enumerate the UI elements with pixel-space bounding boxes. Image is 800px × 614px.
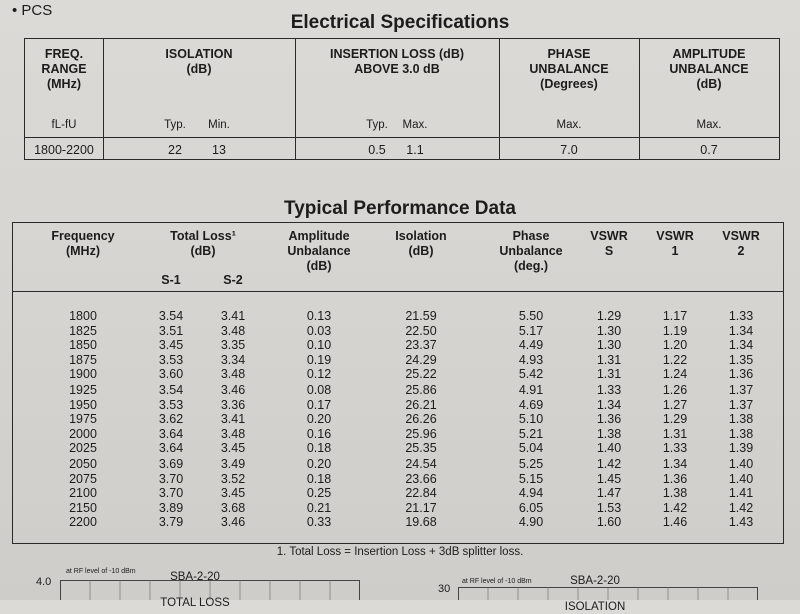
perf-cell-frequency: 2100 [69, 486, 97, 500]
perf-cell-amplitude: 0.25 [306, 486, 332, 500]
perf-cell-vswr-2: 1.34 [728, 323, 754, 338]
perf-cell-vswr-1: 1.22 [662, 352, 688, 367]
perf-cell-phase: 4.93 [518, 352, 544, 367]
elec-freq-value: 1800-2200 [34, 143, 94, 157]
perf-cell-vswr-s: 1.53 [596, 500, 622, 515]
perf-cell-amplitude: 0.18 [306, 441, 332, 455]
perf-cell-frequency: 2200 [69, 515, 97, 529]
perf-cell-vswr-s: 1.45 [596, 471, 622, 486]
perf-cell-vswr-1: 1.31 [662, 426, 688, 441]
left-chart-ytick: 4.0 [36, 576, 52, 588]
perf-cell-phase: 4.69 [518, 397, 544, 412]
perf-header-frequency: Frequency (MHz) [51, 229, 115, 258]
perf-cell-loss-s1: 3.64 [158, 426, 184, 441]
perf-cell-amplitude: 0.12 [306, 367, 332, 381]
perf-cell-vswr-2: 1.40 [728, 457, 754, 471]
perf-cell-frequency: 1950 [69, 397, 97, 412]
perf-cell-loss-s2: 3.68 [220, 500, 246, 515]
perf-cell-frequency: 2150 [69, 500, 97, 515]
elec-header-insertion-loss: INSERTION LOSS (dB) ABOVE 3.0 dB [329, 47, 465, 76]
perf-cell-isolation: 23.66 [405, 471, 437, 486]
perf-cell-vswr-1: 1.29 [662, 412, 688, 426]
perf-cell-frequency: 2025 [69, 441, 97, 455]
perf-cell-phase: 4.90 [518, 515, 544, 529]
elec-il-max-value: 1.1 [406, 143, 424, 157]
right-chart-name: ISOLATION [564, 601, 626, 613]
perf-cell-loss-s2: 3.48 [220, 426, 246, 441]
right-chart-model: SBA-2-20 [570, 575, 620, 587]
perf-cell-vswr-1: 1.33 [662, 441, 688, 455]
perf-cell-vswr-s: 1.30 [596, 323, 622, 338]
performance-data-table [12, 222, 784, 544]
perf-cell-vswr-2: 1.38 [728, 412, 754, 426]
total-loss-footnote: 1. Total Loss = Insertion Loss + 3dB splitter loss. [276, 546, 524, 558]
perf-cell-vswr-1: 1.19 [662, 323, 688, 338]
elec-header-freq: FREQ. RANGE (MHz) [41, 47, 87, 91]
perf-cell-frequency: 1925 [69, 383, 97, 397]
perf-cell-phase: 4.91 [518, 383, 544, 397]
perf-cell-phase: 5.10 [518, 412, 544, 426]
perf-cell-isolation: 21.59 [405, 309, 437, 323]
perf-cell-loss-s2: 3.46 [220, 515, 246, 529]
perf-cell-loss-s1: 3.54 [158, 383, 184, 397]
perf-cell-amplitude: 0.10 [306, 338, 332, 352]
perf-cell-loss-s2: 3.52 [220, 471, 246, 486]
perf-cell-amplitude: 0.03 [306, 323, 332, 338]
perf-cell-vswr-s: 1.38 [596, 426, 622, 441]
perf-cell-loss-s1: 3.69 [158, 457, 184, 471]
perf-cell-isolation: 22.50 [405, 323, 437, 338]
left-chart-grid [60, 580, 360, 600]
perf-cell-loss-s2: 3.41 [220, 309, 246, 323]
perf-cell-vswr-2: 1.37 [728, 383, 754, 397]
perf-header-vswr-2: VSWR 2 [722, 229, 760, 258]
perf-cell-loss-s2: 3.34 [220, 352, 246, 367]
perf-cell-phase: 5.17 [518, 323, 544, 338]
elec-iso-typ-value: 22 [168, 143, 182, 157]
perf-cell-vswr-2: 1.38 [728, 426, 754, 441]
perf-cell-phase: 5.42 [518, 367, 544, 381]
perf-cell-vswr-2: 1.35 [728, 352, 754, 367]
perf-header-isolation: Isolation (dB) [395, 229, 447, 258]
elec-header-amplitude: AMPLITUDE UNBALANCE (dB) [669, 47, 749, 91]
perf-cell-isolation: 26.21 [405, 397, 437, 412]
perf-cell-frequency: 2050 [69, 457, 97, 471]
perf-cell-amplitude: 0.21 [306, 500, 332, 515]
perf-cell-loss-s2: 3.41 [220, 412, 246, 426]
perf-cell-loss-s1: 3.60 [158, 367, 184, 381]
perf-cell-loss-s2: 3.48 [220, 367, 246, 381]
perf-cell-vswr-s: 1.33 [596, 383, 622, 397]
perf-cell-vswr-s: 1.29 [596, 309, 622, 323]
perf-cell-loss-s1: 3.45 [158, 338, 184, 352]
perf-cell-phase: 4.94 [518, 486, 544, 500]
perf-cell-vswr-s: 1.31 [596, 352, 622, 367]
perf-cell-isolation: 24.54 [405, 457, 437, 471]
elec-sub-freq: fL-fU [51, 119, 77, 131]
right-chart-grid [458, 587, 758, 600]
perf-cell-amplitude: 0.20 [306, 457, 332, 471]
perf-cell-loss-s1: 3.62 [158, 412, 184, 426]
perf-cell-phase: 5.21 [518, 426, 544, 441]
perf-cell-frequency: 1850 [69, 338, 97, 352]
perf-cell-isolation: 19.68 [405, 515, 437, 529]
perf-cell-vswr-2: 1.43 [728, 515, 754, 529]
perf-cell-loss-s1: 3.70 [158, 471, 184, 486]
perf-cell-isolation: 22.84 [405, 486, 437, 500]
perf-cell-phase: 5.25 [518, 457, 544, 471]
perf-cell-isolation: 21.17 [405, 500, 437, 515]
perf-cell-isolation: 26.26 [405, 412, 437, 426]
perf-sub-s1: S-1 [161, 273, 181, 287]
perf-cell-phase: 6.05 [518, 500, 544, 515]
perf-cell-vswr-s: 1.40 [596, 441, 622, 455]
elec-amp-value: 0.7 [700, 143, 718, 157]
perf-cell-phase: 5.15 [518, 471, 544, 486]
perf-cell-amplitude: 0.19 [306, 352, 332, 367]
section-label: • PCS [12, 2, 53, 19]
perf-cell-frequency: 2000 [69, 426, 97, 441]
perf-cell-vswr-1: 1.46 [662, 515, 688, 529]
perf-cell-loss-s2: 3.49 [220, 457, 246, 471]
perf-cell-vswr-2: 1.34 [728, 338, 754, 352]
perf-cell-vswr-1: 1.24 [662, 367, 688, 381]
perf-cell-vswr-s: 1.36 [596, 412, 622, 426]
perf-cell-vswr-2: 1.39 [728, 441, 754, 455]
perf-cell-vswr-1: 1.38 [662, 486, 688, 500]
perf-cell-loss-s1: 3.89 [158, 500, 184, 515]
perf-cell-isolation: 25.86 [405, 383, 437, 397]
perf-cell-vswr-1: 1.34 [662, 457, 688, 471]
right-chart-note: at RF level of -10 dBm [462, 578, 532, 585]
perf-cell-isolation: 24.29 [405, 352, 437, 367]
left-chart-name: TOTAL LOSS [160, 597, 230, 609]
perf-cell-isolation: 23.37 [405, 338, 437, 352]
perf-cell-phase: 4.49 [518, 338, 544, 352]
perf-cell-loss-s1: 3.79 [158, 515, 184, 529]
perf-cell-loss-s2: 3.35 [220, 338, 246, 352]
perf-cell-vswr-1: 1.26 [662, 383, 688, 397]
perf-cell-vswr-s: 1.34 [596, 397, 622, 412]
perf-cell-loss-s1: 3.70 [158, 486, 184, 500]
elec-phase-value: 7.0 [560, 143, 578, 157]
perf-cell-isolation: 25.22 [405, 367, 437, 381]
right-chart-ytick: 30 [438, 583, 451, 595]
perf-cell-vswr-s: 1.42 [596, 457, 622, 471]
perf-header-vswr-1: VSWR 1 [656, 229, 694, 258]
elec-sub-iso-min: Min. [208, 119, 230, 131]
perf-cell-frequency: 1975 [69, 412, 97, 426]
perf-cell-phase: 5.50 [518, 309, 544, 323]
perf-cell-isolation: 25.35 [405, 441, 437, 455]
perf-cell-amplitude: 0.13 [306, 309, 332, 323]
perf-cell-loss-s1: 3.54 [158, 309, 184, 323]
perf-header-vswr-s: VSWR S [590, 229, 628, 258]
perf-cell-vswr-1: 1.42 [662, 500, 688, 515]
left-chart-model: SBA-2-20 [170, 571, 220, 583]
perf-sub-s2: S-2 [223, 273, 243, 287]
perf-header-total-loss: Total Loss¹ (dB) [170, 229, 236, 258]
perf-cell-amplitude: 0.20 [306, 412, 332, 426]
perf-cell-frequency: 1800 [69, 309, 97, 323]
elec-il-typ-value: 0.5 [368, 143, 386, 157]
perf-cell-frequency: 1875 [69, 352, 97, 367]
electrical-specs-table [24, 38, 780, 160]
perf-cell-amplitude: 0.16 [306, 426, 332, 441]
perf-cell-loss-s2: 3.45 [220, 486, 246, 500]
perf-cell-amplitude: 0.17 [306, 397, 332, 412]
perf-cell-frequency: 1825 [69, 323, 97, 338]
perf-cell-loss-s2: 3.45 [220, 441, 246, 455]
perf-cell-vswr-s: 1.30 [596, 338, 622, 352]
performance-data-title: Typical Performance Data [284, 198, 516, 219]
perf-cell-frequency: 1900 [69, 367, 97, 381]
perf-cell-loss-s1: 3.51 [158, 323, 184, 338]
perf-cell-vswr-2: 1.42 [728, 500, 754, 515]
perf-cell-vswr-2: 1.41 [728, 486, 754, 500]
elec-header-isolation: ISOLATION (dB) [165, 47, 233, 76]
perf-cell-amplitude: 0.08 [306, 383, 332, 397]
perf-cell-amplitude: 0.33 [306, 515, 332, 529]
electrical-specs-title: Electrical Specifications [290, 12, 510, 33]
perf-cell-vswr-1: 1.27 [662, 397, 688, 412]
perf-cell-phase: 5.04 [518, 441, 544, 455]
elec-sub-il-max: Max. [402, 119, 428, 131]
perf-cell-loss-s2: 3.36 [220, 397, 246, 412]
perf-cell-loss-s2: 3.48 [220, 323, 246, 338]
perf-cell-vswr-1: 1.36 [662, 471, 688, 486]
perf-cell-amplitude: 0.18 [306, 471, 332, 486]
elec-iso-min-value: 13 [212, 143, 226, 157]
perf-cell-frequency: 2075 [69, 471, 97, 486]
perf-cell-loss-s1: 3.53 [158, 352, 184, 367]
perf-cell-vswr-s: 1.31 [596, 367, 622, 381]
perf-cell-vswr-2: 1.36 [728, 367, 754, 381]
perf-cell-vswr-2: 1.37 [728, 397, 754, 412]
perf-cell-vswr-s: 1.60 [596, 515, 622, 529]
perf-cell-vswr-1: 1.20 [662, 338, 688, 352]
elec-sub-iso-typ: Typ. [164, 119, 186, 131]
perf-cell-loss-s1: 3.64 [158, 441, 184, 455]
perf-header-amplitude: Amplitude Unbalance (dB) [287, 229, 351, 273]
elec-sub-phase-max: Max. [556, 119, 582, 131]
perf-cell-isolation: 25.96 [405, 426, 437, 441]
perf-cell-vswr-s: 1.47 [596, 486, 622, 500]
elec-header-phase: PHASE UNBALANCE (Degrees) [529, 47, 609, 91]
left-chart-note: at RF level of -10 dBm [66, 568, 136, 575]
perf-cell-vswr-1: 1.17 [662, 309, 688, 323]
elec-sub-il-typ: Typ. [366, 119, 388, 131]
perf-cell-vswr-2: 1.33 [728, 309, 754, 323]
perf-header-phase: Phase Unbalance (deg.) [499, 229, 563, 273]
elec-sub-amp-max: Max. [696, 119, 722, 131]
perf-cell-loss-s1: 3.53 [158, 397, 184, 412]
perf-cell-loss-s2: 3.46 [220, 383, 246, 397]
perf-cell-vswr-2: 1.40 [728, 471, 754, 486]
